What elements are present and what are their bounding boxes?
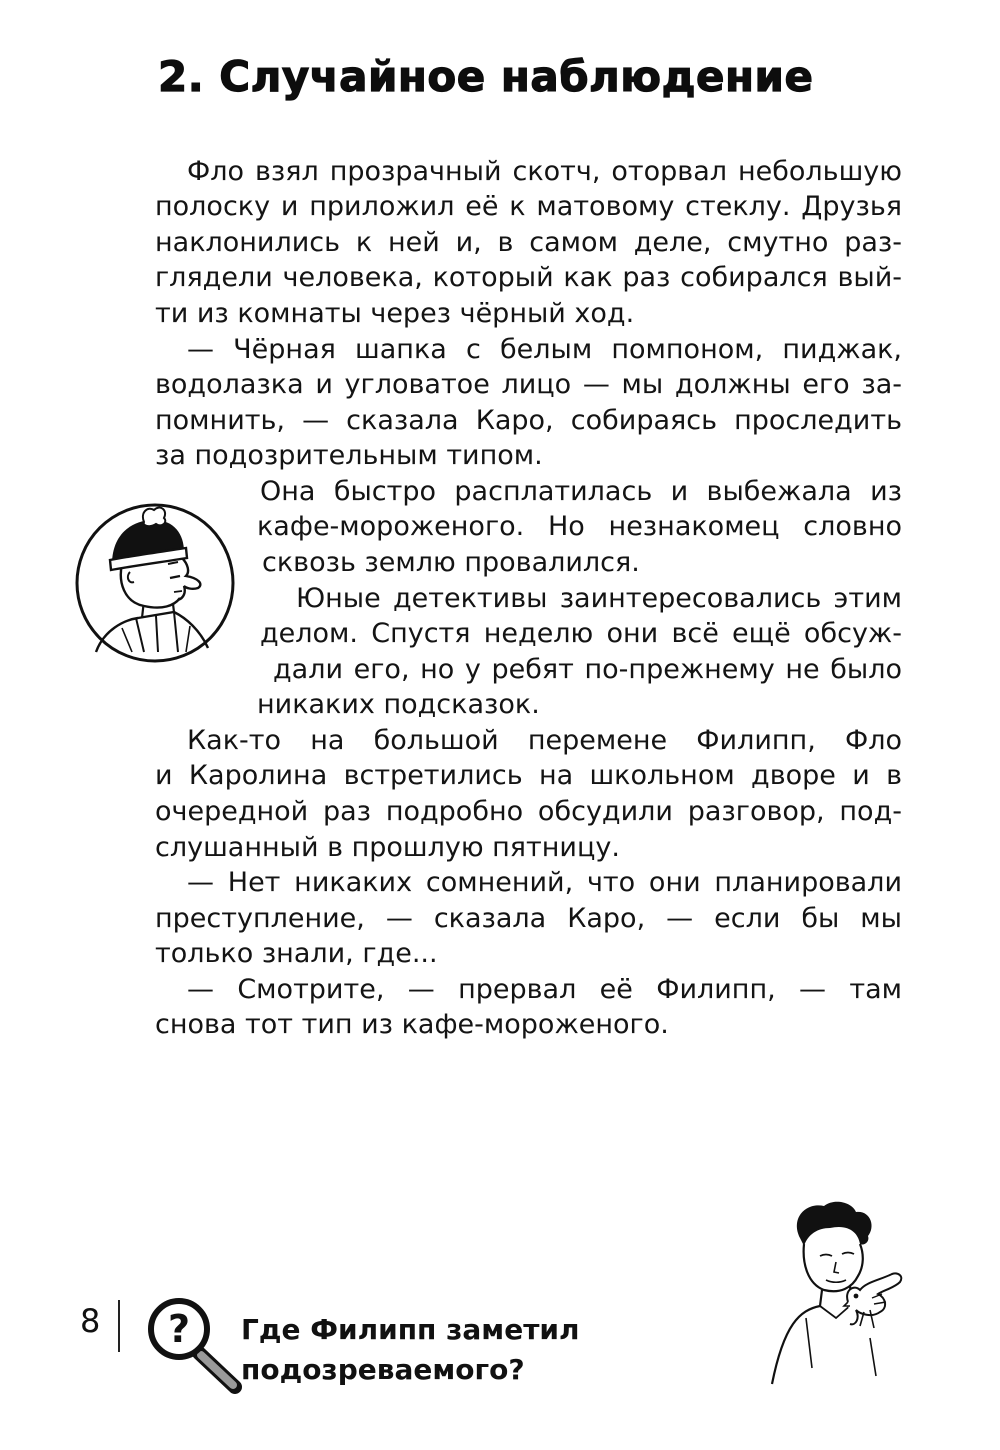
question-text [241, 1310, 580, 1390]
story-line: дали его, но у ребят по-прежнему не было [273, 654, 902, 685]
story-line: наклонились к ней и, в самом деле, смутно раз- [155, 227, 902, 258]
chapter-title: 2. Случайное наблюдение [158, 52, 814, 101]
footer-divider [118, 1300, 120, 1352]
story-line: Юные детективы заинтересовались этим [296, 583, 902, 614]
question-mark-glyph: ? [167, 1307, 191, 1351]
story-line: водолазка и угловатое лицо — мы должны его за- [155, 369, 902, 400]
story-line: Она быстро расплатилась и выбежала из [260, 476, 902, 507]
story-line: помнить, — сказала Каро, собираясь проследить [155, 405, 902, 436]
story-line: преступление, — сказала Каро, — если бы мы [155, 903, 902, 934]
story-line: очередной раз подробно обсудили разговор, под- [155, 796, 902, 827]
question-line: подозреваемого? [241, 1353, 525, 1386]
story-line: снова тот тип из кафе-мороженого. [155, 1009, 669, 1040]
story-line: Как-то на большой перемене Филипп, Фло [187, 725, 902, 756]
story-line: кафе-мороженого. Но незнакомец словно [257, 511, 902, 542]
story-line: — Смотрите, — прервал её Филипп, — там [187, 974, 902, 1005]
story-line: сквозь землю провалился. [262, 547, 640, 578]
magnifying-glass-icon [147, 1297, 247, 1395]
story-line: Фло взял прозрачный скотч, оторвал небольшую [187, 156, 902, 187]
story-line: никаких подсказок. [257, 689, 540, 720]
story-line: и Каролина встретились на школьном дворе и в [155, 760, 902, 791]
story-line: — Нет никаких сомнений, что они планировали [187, 867, 902, 898]
story-line: за подозрительным типом. [155, 440, 543, 471]
suspect-portrait-icon [74, 502, 236, 664]
question-line: Где Филипп заметил [241, 1313, 580, 1346]
story-line: полоску и приложил её к матовому стеклу. Друзья [155, 191, 902, 222]
story-line: делом. Спустя неделю они всё ещё обсуж- [260, 618, 902, 649]
story-line: ти из комнаты через чёрный ход. [155, 298, 635, 329]
philipp-with-parrot-icon [760, 1198, 910, 1388]
story-line: глядели человека, который как раз собирался вый- [155, 262, 902, 293]
page-number: 8 [80, 1302, 101, 1340]
story-line: слушанный в прошлую пятницу. [155, 832, 620, 863]
story-line: только знали, где... [155, 938, 438, 969]
story-line: — Чёрная шапка с белым помпоном, пиджак, [187, 334, 902, 365]
